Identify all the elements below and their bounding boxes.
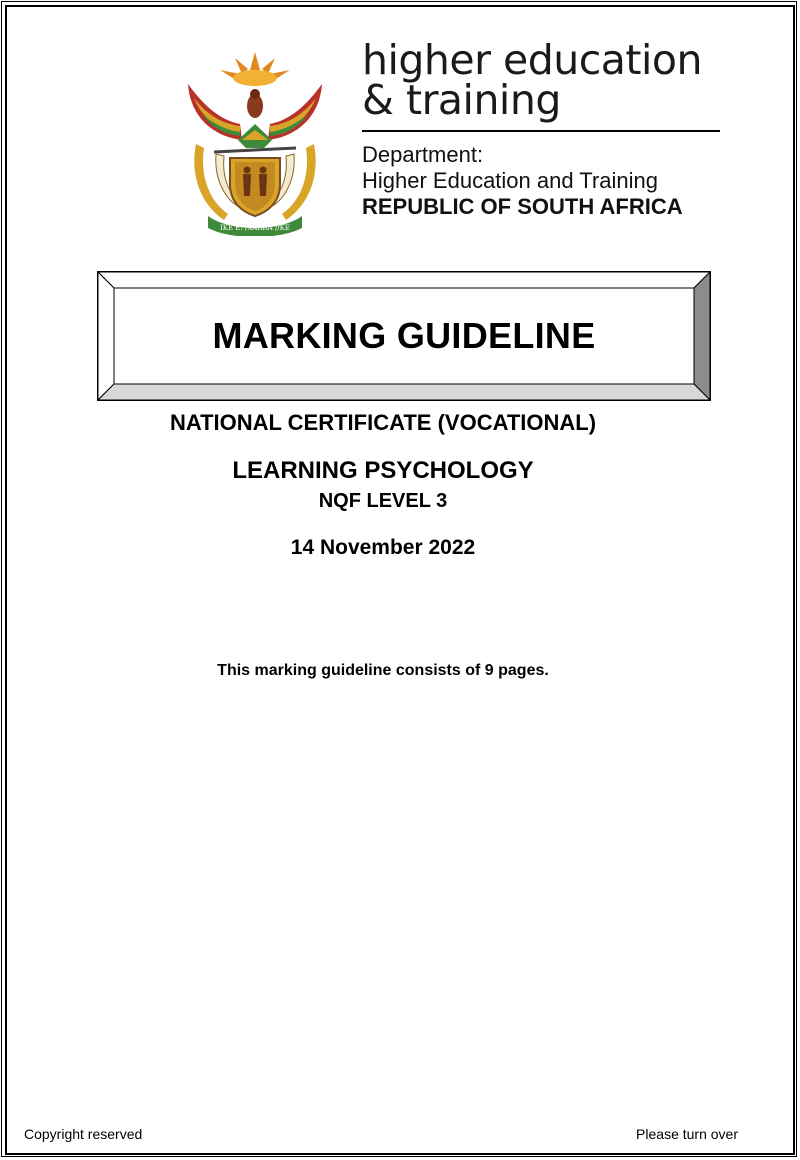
document-title: MARKING GUIDELINE: [212, 315, 596, 356]
subject-name: LEARNING PSYCHOLOGY: [232, 457, 534, 484]
nqf-level: NQF LEVEL 3: [318, 490, 448, 512]
department-logo-line-1: higher education: [362, 36, 702, 84]
department-header: [362, 36, 732, 220]
title-box: [97, 271, 711, 401]
copyright-footer: Copyright reserved: [24, 1126, 143, 1142]
country-name: REPUBLIC OF SOUTH AFRICA: [362, 194, 683, 219]
coat-of-arms-logo: [180, 44, 330, 236]
department-label: Department:: [362, 142, 484, 167]
crest-motto: IKE E: /XARRA //KE: [219, 224, 291, 232]
header-divider: [362, 130, 720, 132]
department-logo-line-2: & training: [362, 76, 561, 124]
turn-over-footer: Please turn over: [636, 1126, 738, 1142]
page-count-note: This marking guideline consists of 9 pages.: [217, 662, 549, 679]
exam-date: 14 November 2022: [290, 536, 476, 559]
certificate-name: NATIONAL CERTIFICATE (VOCATIONAL): [169, 410, 597, 435]
department-name: Higher Education and Training: [362, 168, 658, 193]
